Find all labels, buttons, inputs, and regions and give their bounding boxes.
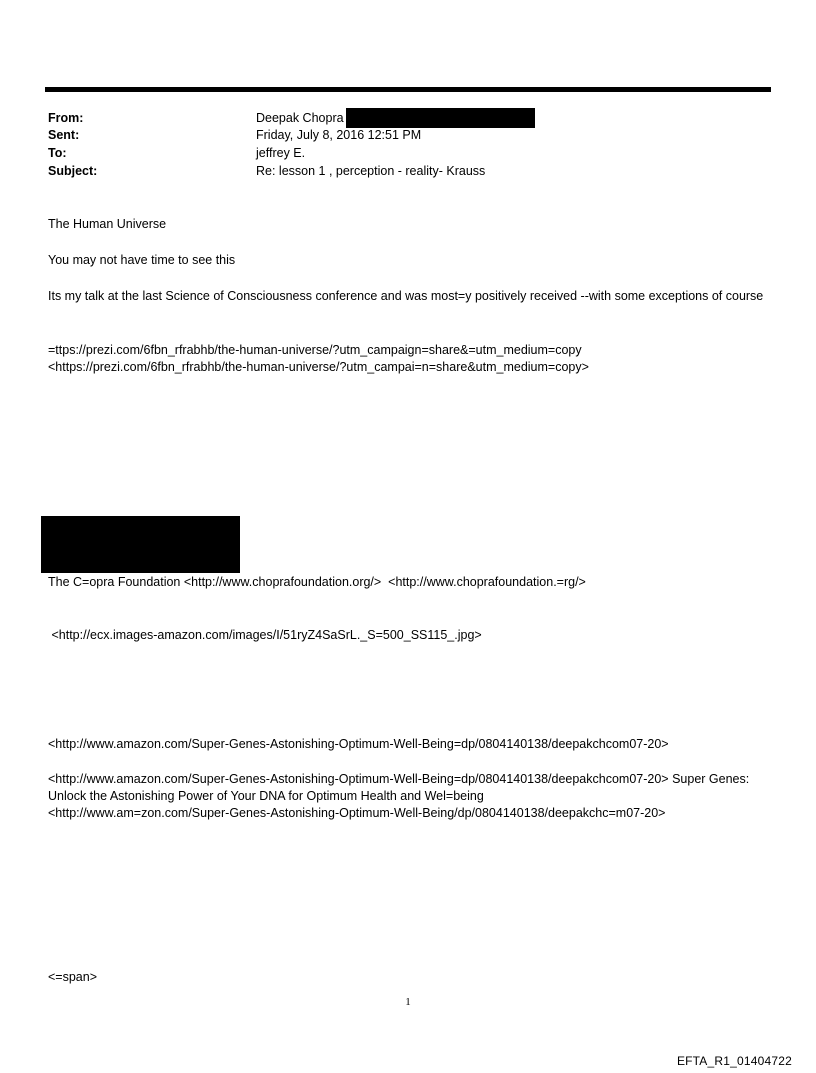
to-value: jeffrey E. — [256, 146, 306, 160]
amazon-link: <http://www.amazon.com/Super-Genes-Astonishing-Optimum-Well-Being=dp/0804140138/deepakchcom07-20> — [48, 737, 669, 751]
span-artifact: <=span> — [48, 970, 98, 984]
to-row — [48, 144, 768, 162]
to-label: To: — [48, 146, 67, 160]
book-promo: <http://www.amazon.com/Super-Genes-Astonishing-Optimum-Well-Being=dp/0804140138/deepakchcom07-20> Super Genes: Unlock the Astonishing Power of Your DNA for Optimum Health and Wel=being <http://www.am=zon.com/Super-Genes-Astonishing-Optimum-Well-Being/dp/0804140138/deepakchc=m07-20> — [48, 772, 750, 820]
from-name: Deepak Chopra — [256, 111, 344, 125]
from-label: From: — [48, 111, 84, 125]
sent-value: Friday, July 8, 2016 12:51 PM — [256, 128, 422, 142]
subject-value: Re: lesson 1 , perception - reality- Krauss — [256, 164, 486, 178]
signature-foundation: The C=opra Foundation <http://www.choprafoundation.org/> <http://www.choprafoundation.=rg/> — [48, 575, 586, 589]
sent-row — [48, 126, 768, 144]
from-row — [48, 109, 768, 127]
subject-label: Subject: — [48, 164, 98, 178]
sent-label: Sent: — [48, 128, 80, 142]
header-rule — [45, 87, 771, 92]
image-link: <http://ecx.images-amazon.com/images/I/51ryZ4SaSrL._S=500_SS115_.jpg> — [48, 628, 482, 642]
body-paragraph: Its my talk at the last Science of Consciousness conference and was most=y positively received --with some exceptions of course — [48, 289, 764, 303]
page-number: 1 — [405, 996, 411, 1008]
subject-row — [48, 162, 768, 180]
prezi-links: =ttps://prezi.com/6fbn_rfrabhb/the-human-universe/?utm_campaign=share&=utm_medium=copy <https://prezi.com/6fbn_rfrabhb/the-human-universe/?utm_campai=n=share&utm_medium=copy> — [48, 343, 589, 374]
body-paragraph: The Human Universe — [48, 217, 167, 231]
redaction-block — [41, 516, 240, 573]
redaction-box — [346, 108, 535, 128]
body-paragraph: You may not have time to see this — [48, 253, 236, 267]
document-id: EFTA_R1_01404722 — [676, 1054, 792, 1068]
